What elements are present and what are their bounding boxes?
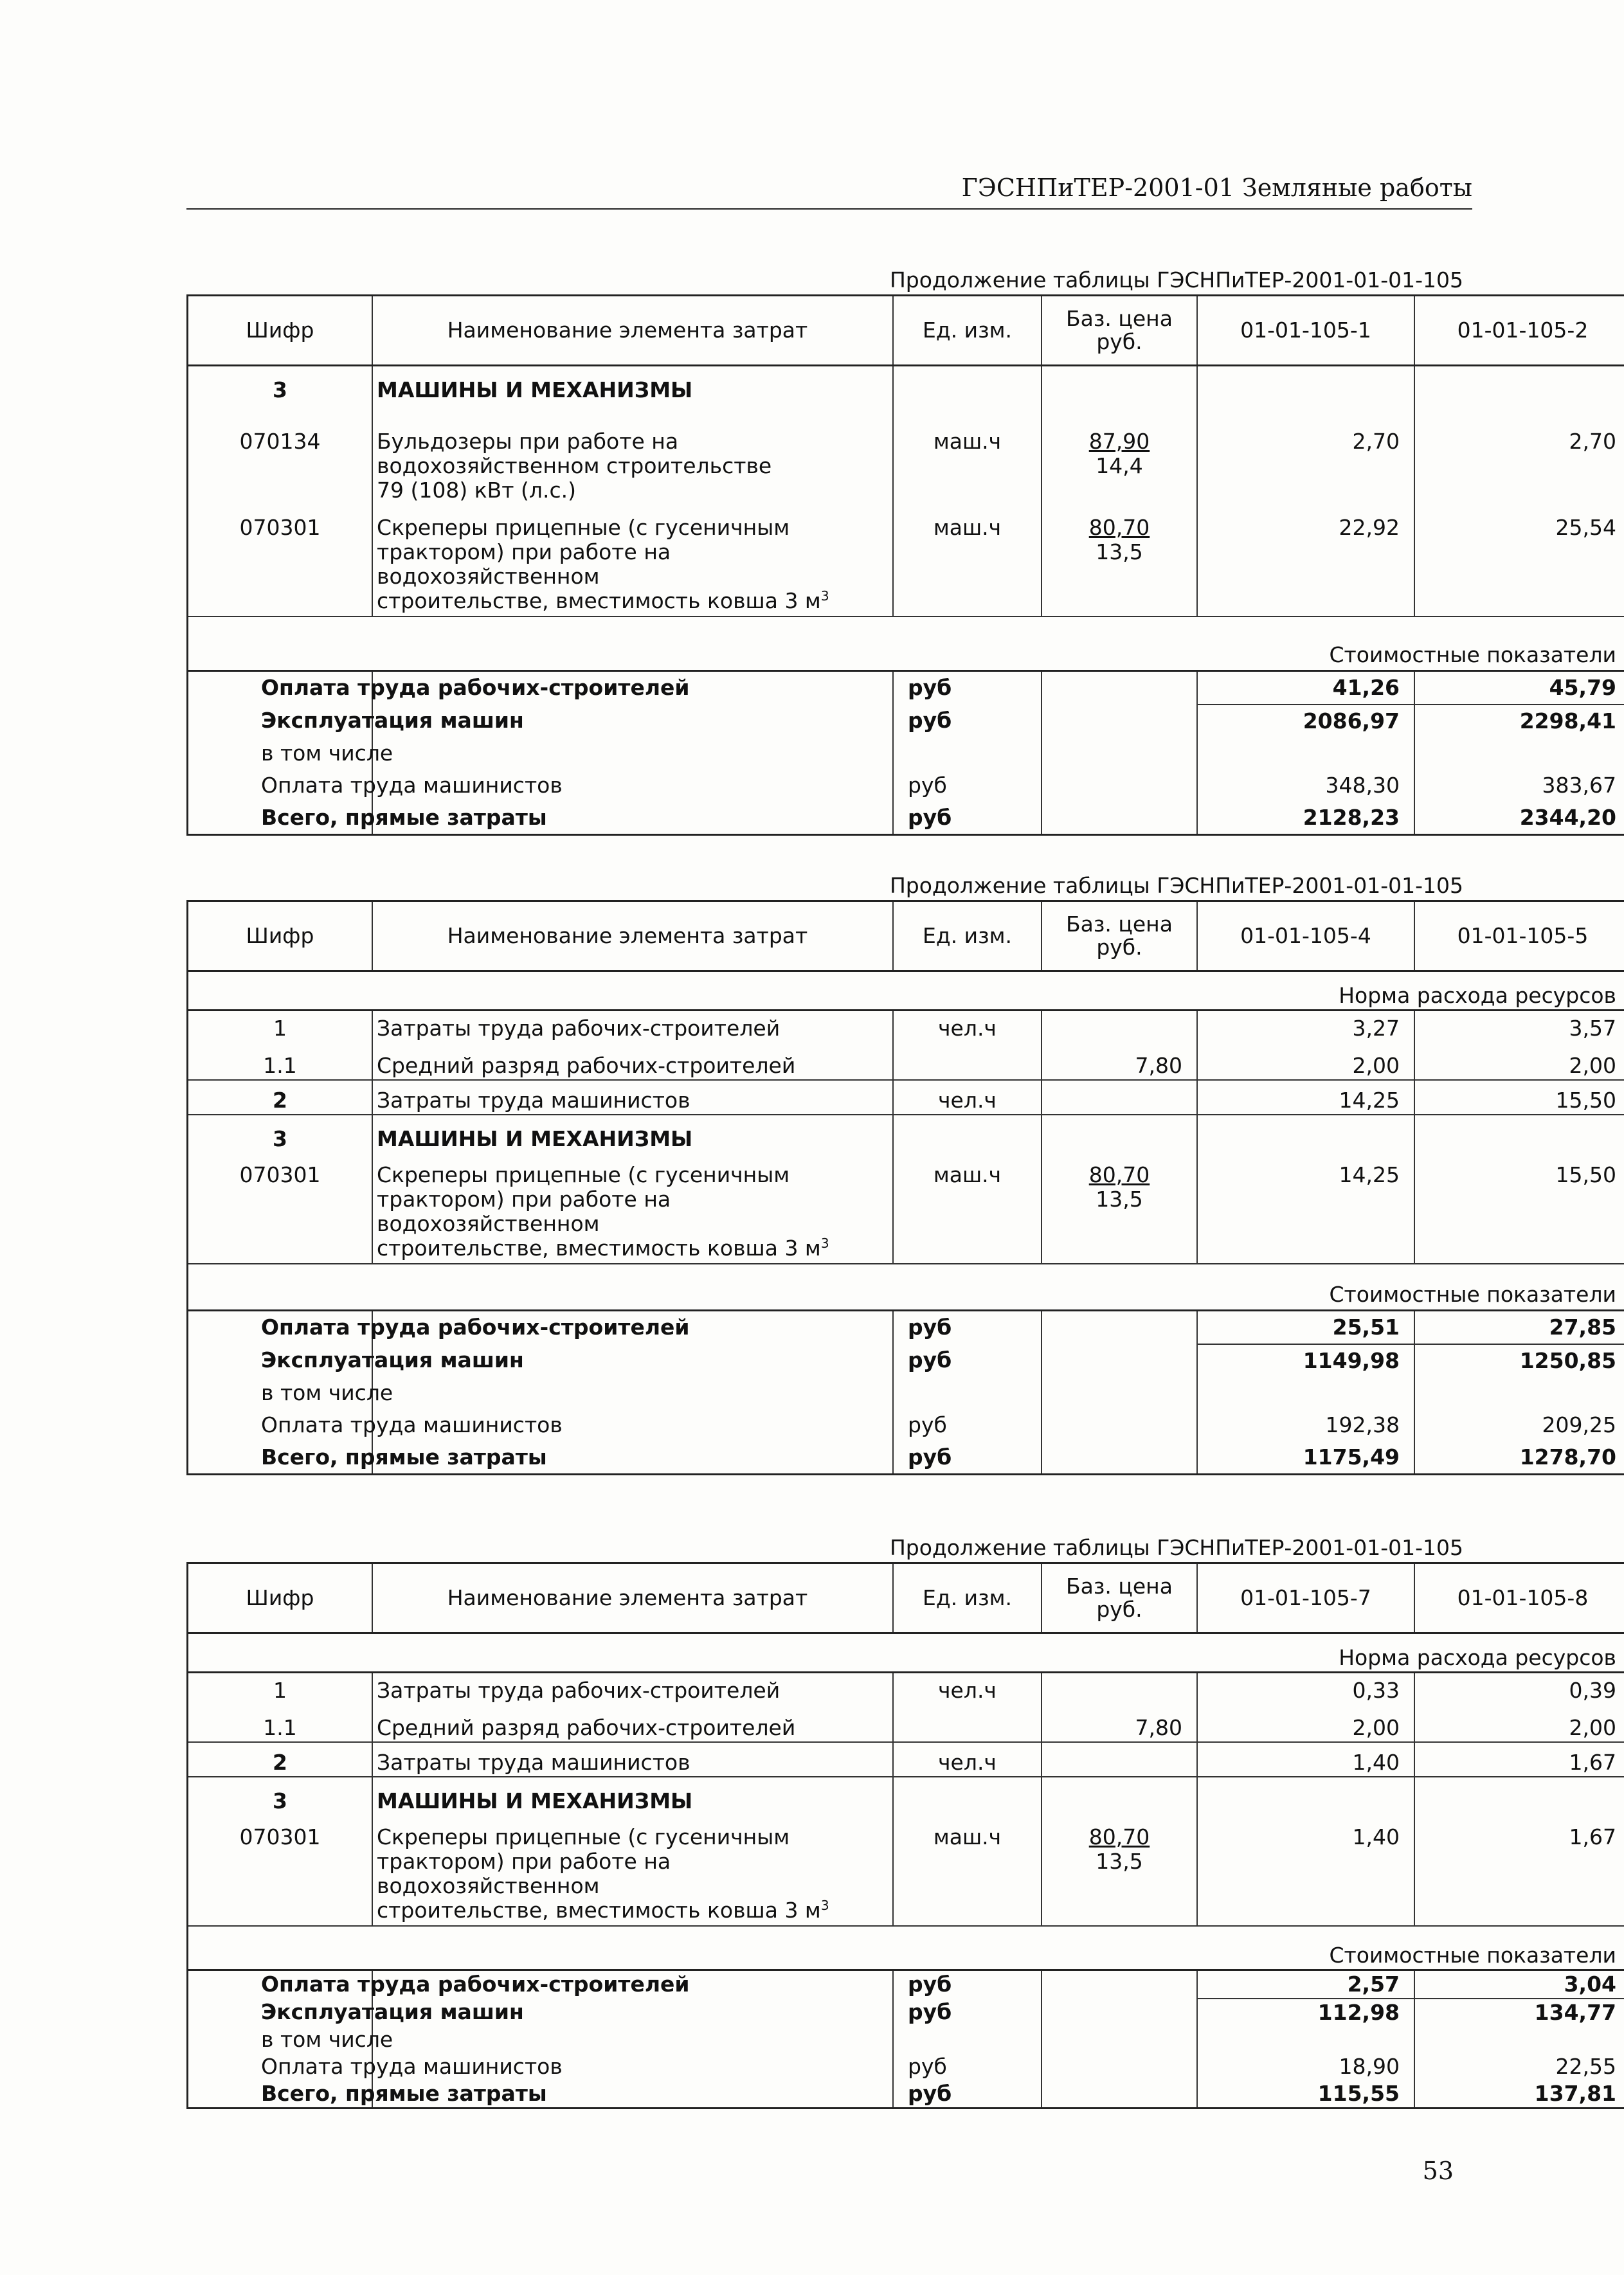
col-name-header: Наименование элемента затрат (372, 901, 893, 971)
section-title: МАШИНЫ И МЕХАНИЗМЫ (372, 366, 893, 404)
table-2-continuation: Продолжение таблицы ГЭСНПиТЕР-2001-01-01-105 (627, 872, 1463, 901)
total-row: в том числе (188, 2026, 1624, 2053)
col-price-header: Баз. цена руб. (1042, 901, 1197, 971)
table-1-header-row (188, 296, 1624, 366)
section-code: 3 (188, 366, 373, 404)
table-1-continuation: Продолжение таблицы ГЭСНПиТЕР-2001-01-01-105 (627, 266, 1463, 296)
table-row: 070134 Бульдозеры при работе на водохозяйственном строительстве 79 (108) кВт (л.с.) маш.ч 87,90 14,4 2,70 2,70 (188, 404, 1624, 504)
table-row: 070301 Скреперы прицепные (с гусеничным трактором) при работе на водохозяйственном строительстве, вместимость ковша 3 $м^3$ маш.ч 80,70 13,5 14,25 15,50 (188, 1153, 1624, 1264)
table-row: 2 Затраты труда машинистов чел.ч 14,25 15,50 (188, 1080, 1624, 1115)
col-unit-header: Ед. изм. (893, 296, 1042, 366)
col-b-header: 01-01-105-5 (1414, 901, 1624, 971)
total-row: Оплата труда рабочих-строителей руб 2,57 3,04 (188, 1970, 1624, 1999)
table-3-continuation: Продолжение таблицы ГЭСНПиТЕР-2001-01-01-105 (627, 1534, 1463, 1563)
total-row: Оплата труда машинистов руб 192,38 209,25 (188, 1409, 1624, 1441)
total-row: Всего, прямые затраты руб 115,55 137,81 (188, 2080, 1624, 2109)
col-b-header: 01-01-105-2 (1414, 296, 1624, 366)
col-unit-header: Ед. изм. (893, 1563, 1042, 1633)
section-row (188, 366, 1624, 404)
col-code-header: Шифр (188, 296, 373, 366)
col-a-header: 01-01-105-1 (1197, 296, 1414, 366)
col-b-header: 01-01-105-8 (1414, 1563, 1624, 1633)
table-row: 070301 Скреперы прицепные (с гусеничным трактором) при работе на водохозяйственном строительстве, вместимость ковша 3 $м^3$ маш.ч 80,70 13,5 1,40 1,67 (188, 1815, 1624, 1926)
col-code-header: Шифр (188, 901, 373, 971)
total-row: Оплата труда рабочих-строителей руб 41,26 45,79 (188, 671, 1624, 705)
col-a-header: 01-01-105-7 (1197, 1563, 1414, 1633)
table-row: 1 Затраты труда рабочих-строителей чел.ч 0,33 0,39 (188, 1673, 1624, 1705)
section-row: 3 МАШИНЫ И МЕХАНИЗМЫ (188, 1115, 1624, 1153)
table-3 (186, 1562, 1624, 2109)
col-code-header: Шифр (188, 1563, 373, 1633)
col-unit-header: Ед. изм. (893, 901, 1042, 971)
item-name: Скреперы прицепные (с гусеничным трактором) при работе на водохозяйственном строительстве, вместимость ковша 3 $м^3$ (372, 1815, 893, 1926)
table-row: 2 Затраты труда машинистов чел.ч 1,40 1,67 (188, 1742, 1624, 1777)
table-2 (186, 900, 1624, 1475)
total-row: Всего, прямые затраты руб 2128,23 2344,20 (188, 802, 1624, 835)
table-2-header-row (188, 901, 1624, 971)
page-number: 53 (1422, 2157, 1454, 2185)
table-row: 1.1 Средний разряд рабочих-строителей 7,80 2,00 2,00 (188, 1042, 1624, 1080)
total-row: в том числе (188, 1377, 1624, 1409)
norm-section-row: Норма расхода ресурсов (188, 1633, 1624, 1673)
total-row: Оплата труда рабочих-строителей руб 25,51 27,85 (188, 1311, 1624, 1345)
table-3-header-row (188, 1563, 1624, 1633)
total-row: Оплата труда машинистов руб 348,30 383,67 (188, 769, 1624, 802)
total-row: в том числе (188, 737, 1624, 769)
cost-section-row: Стоимостные показатели (188, 616, 1624, 671)
total-row: Всего, прямые затраты руб 1175,49 1278,70 (188, 1441, 1624, 1475)
table-row: 1.1 Средний разряд рабочих-строителей 7,80 2,00 2,00 (188, 1704, 1624, 1742)
cost-section-row: Стоимостные показатели (188, 1926, 1624, 1970)
total-row: Эксплуатация машин руб 112,98 134,77 (188, 1999, 1624, 2026)
table-1 (186, 294, 1624, 836)
col-name-header: Наименование элемента затрат (372, 296, 893, 366)
col-price-header: Баз. цена руб. (1042, 296, 1197, 366)
running-header: ГЭСНПиТЕР-2001-01 Земляные работы (186, 174, 1472, 210)
section-row: 3 МАШИНЫ И МЕХАНИЗМЫ (188, 1777, 1624, 1815)
col-name-header: Наименование элемента затрат (372, 1563, 893, 1633)
norm-section-row: Норма расхода ресурсов (188, 971, 1624, 1011)
total-row: Оплата труда машинистов руб 18,90 22,55 (188, 2053, 1624, 2080)
table-row: 1 Затраты труда рабочих-строителей чел.ч 3,27 3,57 (188, 1011, 1624, 1043)
table-row: 070301 Скреперы прицепные (с гусеничным трактором) при работе на водохозяйственном строительстве, вместимость ковша 3 $м^3$ маш.ч 80,70 13,5 22,92 25,54 (188, 504, 1624, 616)
total-row: Эксплуатация машин руб 1149,98 1250,85 (188, 1344, 1624, 1377)
col-a-header: 01-01-105-4 (1197, 901, 1414, 971)
cost-section-row: Стоимостные показатели (188, 1264, 1624, 1311)
total-row: Эксплуатация машин руб 2086,97 2298,41 (188, 705, 1624, 737)
item-name: Бульдозеры при работе на водохозяйственном строительстве 79 (108) кВт (л.с.) (372, 404, 893, 504)
item-name: Скреперы прицепные (с гусеничным трактором) при работе на водохозяйственном строительстве, вместимость ковша 3 $м^3$ (372, 504, 893, 616)
item-name: Скреперы прицепные (с гусеничным трактором) при работе на водохозяйственном строительстве, вместимость ковша 3 $м^3$ (372, 1153, 893, 1264)
col-price-header: Баз. цена руб. (1042, 1563, 1197, 1633)
